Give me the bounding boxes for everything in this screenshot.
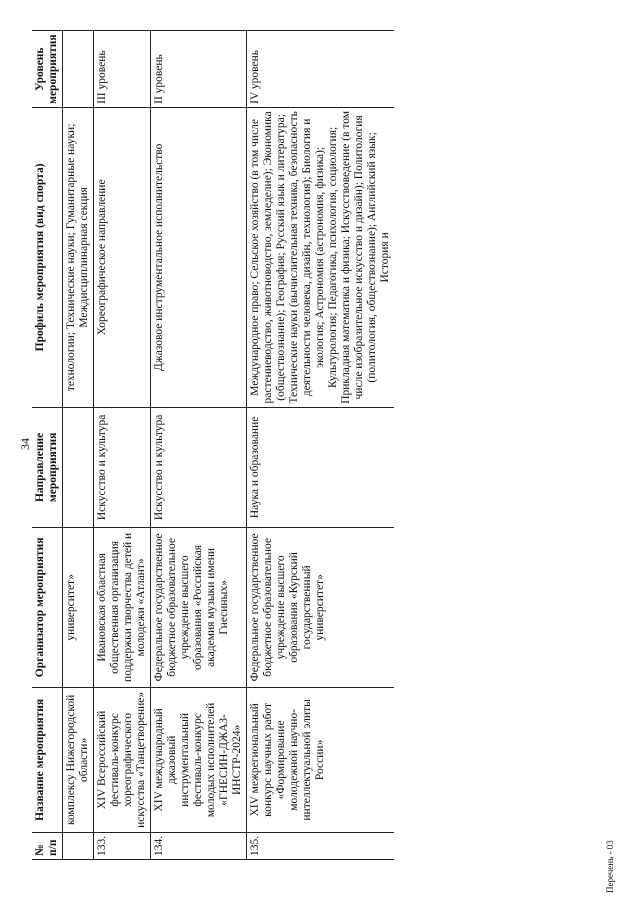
row-organizer: Федеральное государственное бюджетное образовательное учреждение высшего образования «Курский государственный университет»	[247, 527, 395, 687]
row-num: 135.	[247, 832, 395, 859]
row-event-name: XIV межрегиональный конкурс научных работ «Формирование молодежной научно-интеллектуальной элиты России»	[247, 687, 395, 832]
row-profile: Хореографическое направление	[94, 107, 151, 407]
row-num	[63, 832, 94, 859]
footer-label: Перечень - 03	[605, 840, 615, 893]
row-organizer: Федеральное государственное бюджетное образовательное учреждение высшего образования «Российская академия музыки имени Гнесиных»	[151, 527, 247, 687]
row-organizer: Ивановская областная общественная организация поддержки творчества детей и молодежи «Атлант»	[94, 527, 151, 687]
header-organizer: Организатор мероприятия	[32, 527, 63, 687]
header-name: Название мероприятия	[32, 687, 63, 832]
row-direction: Наука и образование	[247, 407, 395, 527]
row-profile: технологии; Технические науки; Гуманитарные науки; Междисциплинарная секция	[63, 107, 94, 407]
events-table	[32, 30, 394, 860]
row-level: III уровень	[94, 31, 151, 107]
row-direction: Искусство и культура	[94, 407, 151, 527]
header-level: Уровень мероприятия	[32, 31, 63, 107]
row-event-name: XIV Всероссийский фестиваль-конкурс хореографического искусства «Танцетворение»	[94, 687, 151, 832]
header-direction: Направление мероприятия	[32, 407, 63, 527]
header-num: № п/п	[32, 832, 63, 859]
row-direction: Искусство и культура	[151, 407, 247, 527]
row-profile: Джазовое инструментальное исполнительство	[151, 107, 247, 407]
row-event-name: XIV международный джазовый инструментальный фестиваль-конкурс молодых исполнителей «ГНЕСИН-ДЖАЗ-ИНСТР-2024»	[151, 687, 247, 832]
page-number: 34	[18, 438, 32, 450]
row-level: II уровень	[151, 31, 247, 107]
table-row	[63, 31, 94, 860]
table-row	[151, 31, 247, 860]
table-row	[94, 31, 151, 860]
table-row	[247, 31, 395, 860]
row-num: 133.	[94, 832, 151, 859]
row-event-name: комплексу Нижегородской области»	[63, 687, 94, 832]
row-level: IV уровень	[247, 31, 395, 107]
row-direction	[63, 407, 94, 527]
row-profile: Международное право; Сельское хозяйство (в том числе растениеводство, животноводство, земледелие); Экономика (обществознание); География; Русский язык и литература; Технические науки (вычислительная техника, безопасность деятельности человека, дизайн, технология); Биология и экология; Астрономия (астрономия, физика); Культурология; Педагогика, психология, социология; Прикладная математика и физика; Искусствоведение (в том числе изобразительное искусство и дизайн); Политология (политология, обществознание); Английский язык; История и	[247, 107, 395, 407]
header-profile: Профиль мероприятия (вид спорта)	[32, 107, 63, 407]
row-num: 134.	[151, 832, 247, 859]
row-level	[63, 31, 94, 107]
row-organizer: университет»	[63, 527, 94, 687]
table-header-row	[32, 31, 63, 860]
